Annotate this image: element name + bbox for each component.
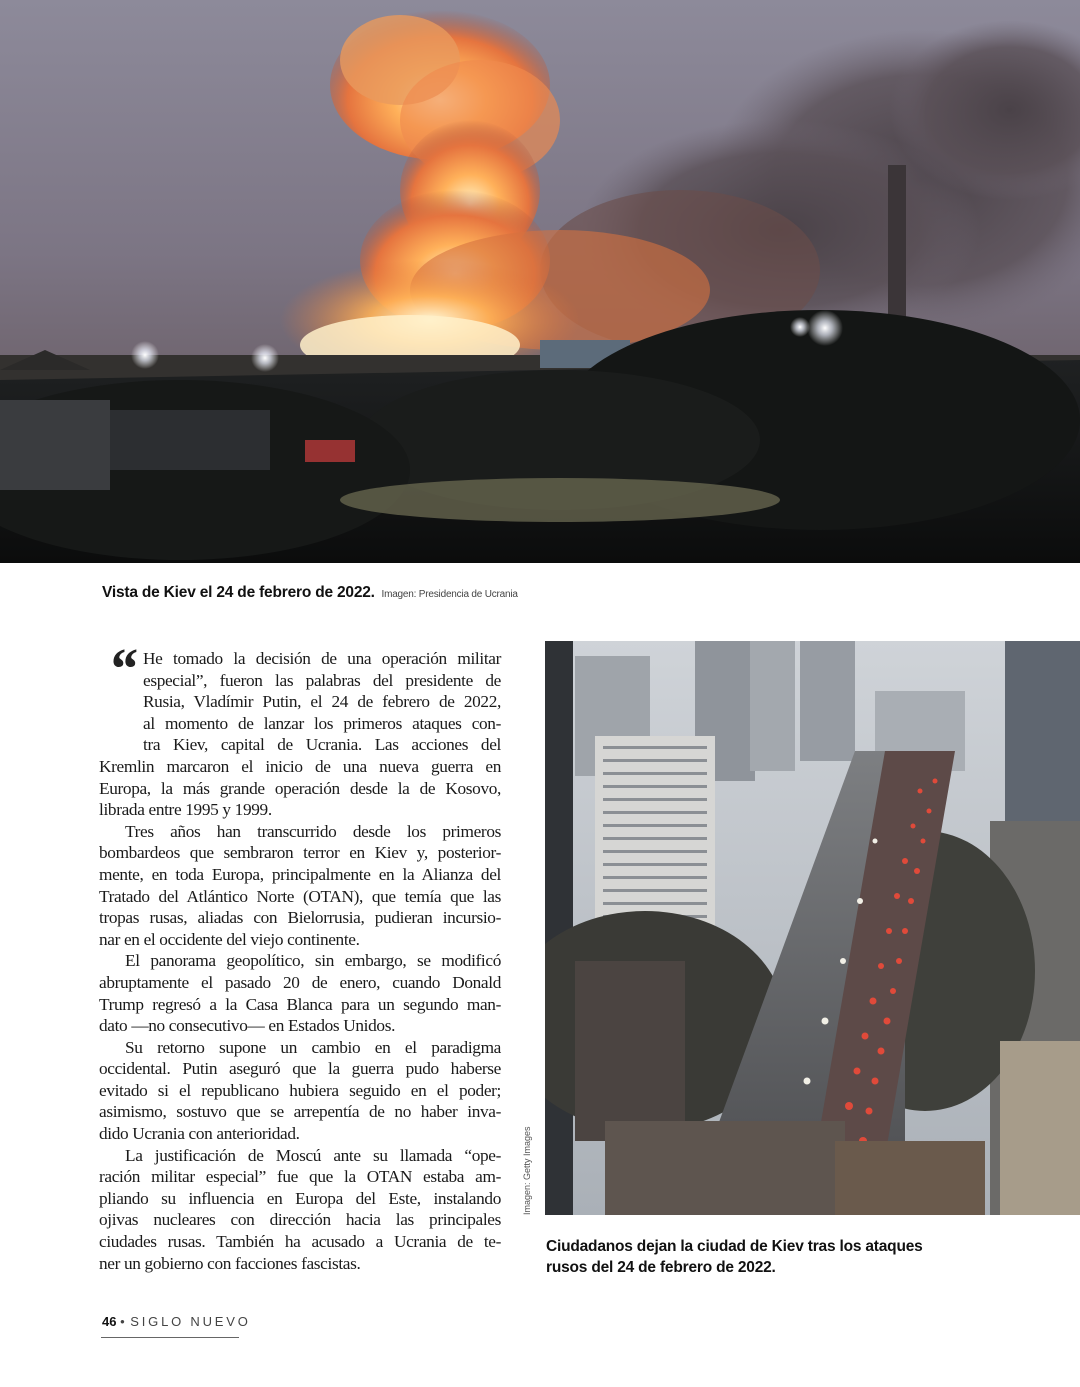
article-line: El panorama geopolítico, sin embargo, se modificó (125, 951, 501, 971)
article-body (99, 648, 501, 1274)
article-line: La justificación de Moscú ante su llamada “ope- (125, 1145, 501, 1165)
article-line: bombardeos que sembraron terror en Kiev y, posterior- (99, 843, 501, 863)
article-line: Europa, la más grande operación desde la de Kosovo, (99, 778, 501, 798)
magazine-name: SIGLO NUEVO (130, 1314, 251, 1329)
article-line: ojivas nucleares con dirección hacia las principales (99, 1210, 501, 1230)
opening-quote-mark: “ (108, 636, 137, 701)
article-line: Rusia, Vladímir Putin, el 24 de febrero de 2022, (143, 692, 501, 712)
article-line: Su retorno supone un cambio en el paradigma (125, 1037, 501, 1057)
hero-photo-kiev-explosion (0, 0, 1080, 563)
article-line: asimismo, sostuvo que se arrepentía de no haber inva- (99, 1102, 501, 1122)
article-line: dido Ucrania con anterioridad. (99, 1124, 300, 1144)
hero-caption-title: Vista de Kiev el 24 de febrero de 2022. (102, 584, 375, 601)
article-line: mente, en toda Europa, principalmente en la Alianza del (99, 864, 501, 884)
article-line: al momento de lanzar los primeros ataques con- (143, 713, 501, 733)
folio-rule (101, 1337, 239, 1338)
hero-caption (102, 584, 518, 602)
side-photo-caption-line: Ciudadanos dejan la ciudad de Kiev tras los ataques (546, 1238, 923, 1255)
article-line: evitado si el republicano hubiera seguido en el poder; (99, 1080, 501, 1100)
side-photo-credit: Imagen: Getty Images (522, 1126, 532, 1215)
article-line: especial”, fueron las palabras del presidente de (143, 670, 501, 690)
page-folio (102, 1314, 251, 1329)
side-photo-traffic-leaving-kiev (545, 641, 1080, 1215)
page-number: 46 (102, 1314, 117, 1329)
article-line: abruptamente el pasado 20 de enero, cuando Donald (99, 972, 501, 992)
article-line: Tratado del Atlántico Norte (OTAN), que temía que las (99, 886, 501, 906)
folio-separator: • (120, 1314, 125, 1329)
article-line: ciudades rusas. También ha acusado a Ucrania de te- (99, 1232, 501, 1252)
side-photo-caption-line: rusos del 24 de febrero de 2022. (546, 1259, 776, 1276)
article-line: ner un gobierno con facciones fascistas. (99, 1253, 361, 1273)
side-photo-illustration (545, 641, 1080, 1215)
article-line: ración militar especial” fue que la OTAN estaba am- (99, 1167, 501, 1187)
side-photo-caption (546, 1236, 946, 1278)
article-line: Trump regresó a la Casa Blanca para un segundo man- (99, 994, 501, 1014)
article-line: librada entre 1995 y 1999. (99, 800, 272, 820)
hero-photo-illustration (0, 0, 1080, 563)
article-line: nar en el occidente del viejo continente. (99, 929, 360, 949)
article-line: pliando su influencia en Europa del Este, instalando (99, 1188, 501, 1208)
article-line: tropas rusas, aliadas con Bielorrusia, pudieran incursio- (99, 908, 501, 928)
article-line: He tomado la decisión de una operación militar (143, 649, 501, 668)
article-line: dato —no consecutivo— en Estados Unidos. (99, 1016, 396, 1036)
hero-caption-credit: Imagen: Presidencia de Ucrania (381, 589, 518, 600)
article-line: occidental. Putin aseguró que la guerra pudo haberse (99, 1059, 501, 1079)
article-line: tra Kiev, capital de Ucrania. Las acciones del (143, 735, 501, 755)
article-line: Kremlin marcaron el inicio de una nueva guerra en (99, 756, 501, 776)
article-line: Tres años han transcurrido desde los primeros (125, 821, 501, 841)
